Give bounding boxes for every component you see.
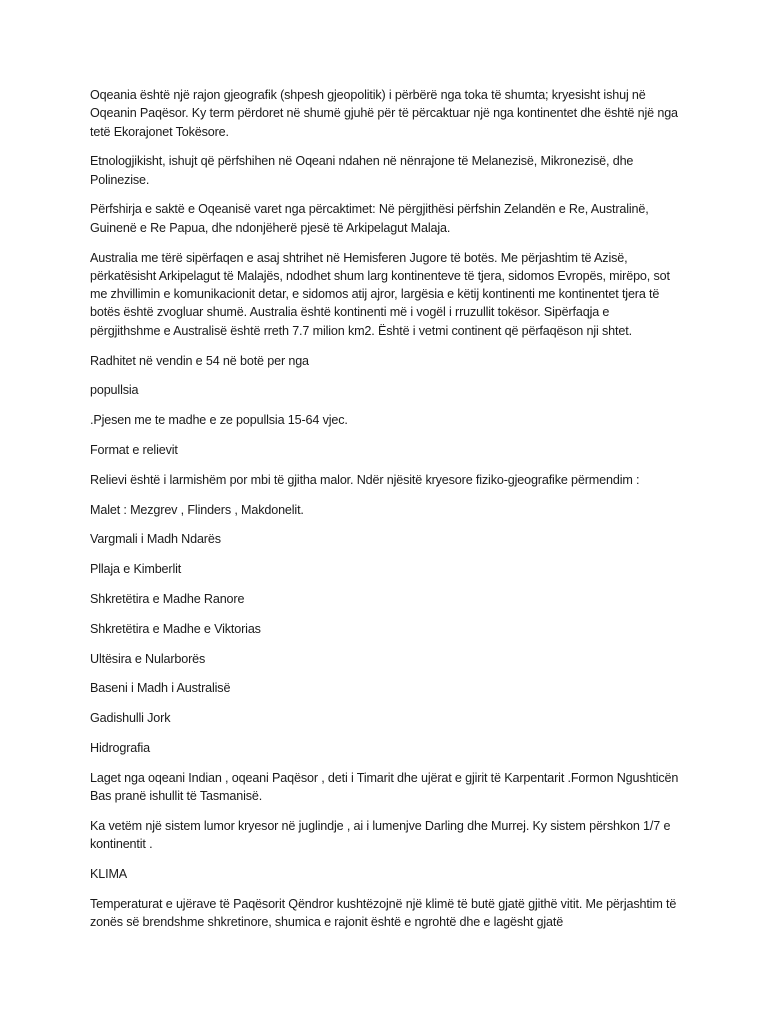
ranking-line: Radhitet në vendin e 54 në botë per nga	[90, 353, 309, 368]
list-item: Shkretëtira e Madhe e Viktorias	[90, 621, 261, 636]
document-body	[90, 86, 680, 943]
seas-paragraph: Laget nga oqeani Indian , oqeani Paqësor , deti i Timarit dhe ujërat e gjirit të Karpentarit .Formon Ngushticën Bas pranë ishullit të Tasmanisë.	[90, 770, 679, 804]
relief-heading: Format e relievit	[90, 442, 178, 457]
ethnology-paragraph: Etnologjikisht, ishujt që përfshihen në Oqeani ndahen në nënrajone të Melanezisë, Mikronezisë, dhe Polinezise.	[90, 154, 634, 187]
river-paragraph: Ka vetëm një sistem lumor kryesor në juglindje , ai i lumenjve Darling dhe Murrej. Ky sistem përshkon 1/7 e kontinentit .	[90, 818, 671, 852]
relief-paragraph: Relievi është i larmishëm por mbi të gjitha malor. Ndër njësitë kryesore fiziko-gjeografike përmendim :	[90, 472, 640, 487]
list-item: Pllaja e Kimberlit	[90, 562, 182, 577]
list-item: Gadishulli Jork	[90, 711, 171, 726]
australia-paragraph: Australia me tërë sipërfaqen e asaj shtrihet në Hemisferen Jugore të botës. Me përjashtim të Azisë, përkatësisht Arkipelagut të Malajës, ndodhet shum larg kontinenteve të tjera, sidomos Evropës, mirëpo, sot me zhvillimin e komunikacionit detar, e sidomos atij ajror, largësia e këtij kontinenti me kontinentet tjera të botës është zvogluar shumë. Australia është kontinenti më i vogël i rruzullit tokësor. Sipërfaqja e përgjithshme e Australisë është rreth 7.7 milion km2. Është i vetmi continent që përfaqëson nji shtet.	[90, 250, 670, 338]
population-age-line: .Pjesen me te madhe e ze popullsia 15-64 vjec.	[90, 413, 348, 428]
list-item: Shkretëtira e Madhe Ranore	[90, 591, 245, 606]
climate-heading: KLIMA	[90, 866, 128, 881]
intro-paragraph: Oqeania është një rajon gjeografik (shpesh gjeopolitik) i përbërë nga toka të shumta; kryesisht ishuj në Oqeanin Paqësor. Ky term përdoret në shumë gjuhë për të përcaktuar një nga kontinentet dhe është një nga tetë Ekorajonet Tokësore.	[90, 88, 678, 139]
climate-paragraph: Temperaturat e ujërave të Paqësorit Qëndror kushtëzojnë një klimë të butë gjatë gjithë vitit. Me përjashtim të zonës së brendshme shkretinore, shumica e rajonit është e ngrohtë dhe e lagësht gjatë	[90, 896, 677, 929]
list-item: Ultësira e Nularborës	[90, 651, 206, 666]
hydrography-heading: Hidrografia	[90, 740, 150, 755]
list-item: Baseni i Madh i Australisë	[90, 681, 231, 696]
mountains-line: Malet : Mezgrev , Flinders , Makdonelit.	[90, 502, 304, 517]
population-word: popullsia	[90, 383, 139, 398]
inclusion-paragraph: Përfshirja e saktë e Oqeanisë varet nga përcaktimet: Në përgjithësi përfshin Zelandën e Re, Australinë, Guinenë e Re Papua, dhe ndonjëherë pjesë të Arkipelagut Malaja.	[90, 202, 649, 235]
list-item: Vargmali i Madh Ndarës	[90, 532, 221, 547]
